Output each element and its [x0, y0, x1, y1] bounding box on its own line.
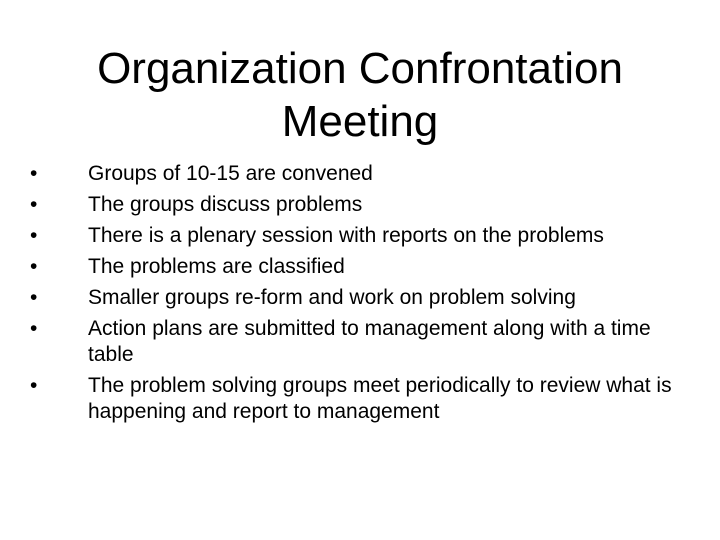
- bullet-icon: •: [30, 224, 38, 247]
- slide-title: Organization Confrontation Meeting: [97, 44, 623, 146]
- bullet-text: Groups of 10-15 are convened: [88, 162, 373, 185]
- bullet-item: [30, 285, 680, 311]
- bullet-icon: •: [30, 193, 38, 216]
- bullet-text: The problems are classified: [88, 255, 345, 278]
- bullet-icon: •: [30, 374, 38, 397]
- bullet-text: The groups discuss problems: [88, 193, 363, 216]
- bullet-item: [30, 254, 680, 280]
- bullet-text: Action plans are submitted to management along with a time table: [88, 317, 651, 366]
- bullet-icon: •: [30, 317, 38, 340]
- bullet-icon: •: [30, 286, 38, 309]
- bullet-list: [30, 161, 680, 430]
- bullet-text: There is a plenary session with reports on the problems: [88, 224, 604, 247]
- bullet-text: The problem solving groups meet periodically to review what is happening and report to management: [88, 374, 672, 423]
- bullet-item: [30, 223, 680, 249]
- bullet-icon: •: [30, 162, 38, 185]
- bullet-icon: •: [30, 255, 38, 278]
- bullet-text: Smaller groups re-form and work on problem solving: [88, 286, 576, 309]
- bullet-item: [30, 161, 680, 187]
- bullet-item: [30, 373, 680, 425]
- bullet-item: [30, 316, 680, 368]
- bullet-item: [30, 192, 680, 218]
